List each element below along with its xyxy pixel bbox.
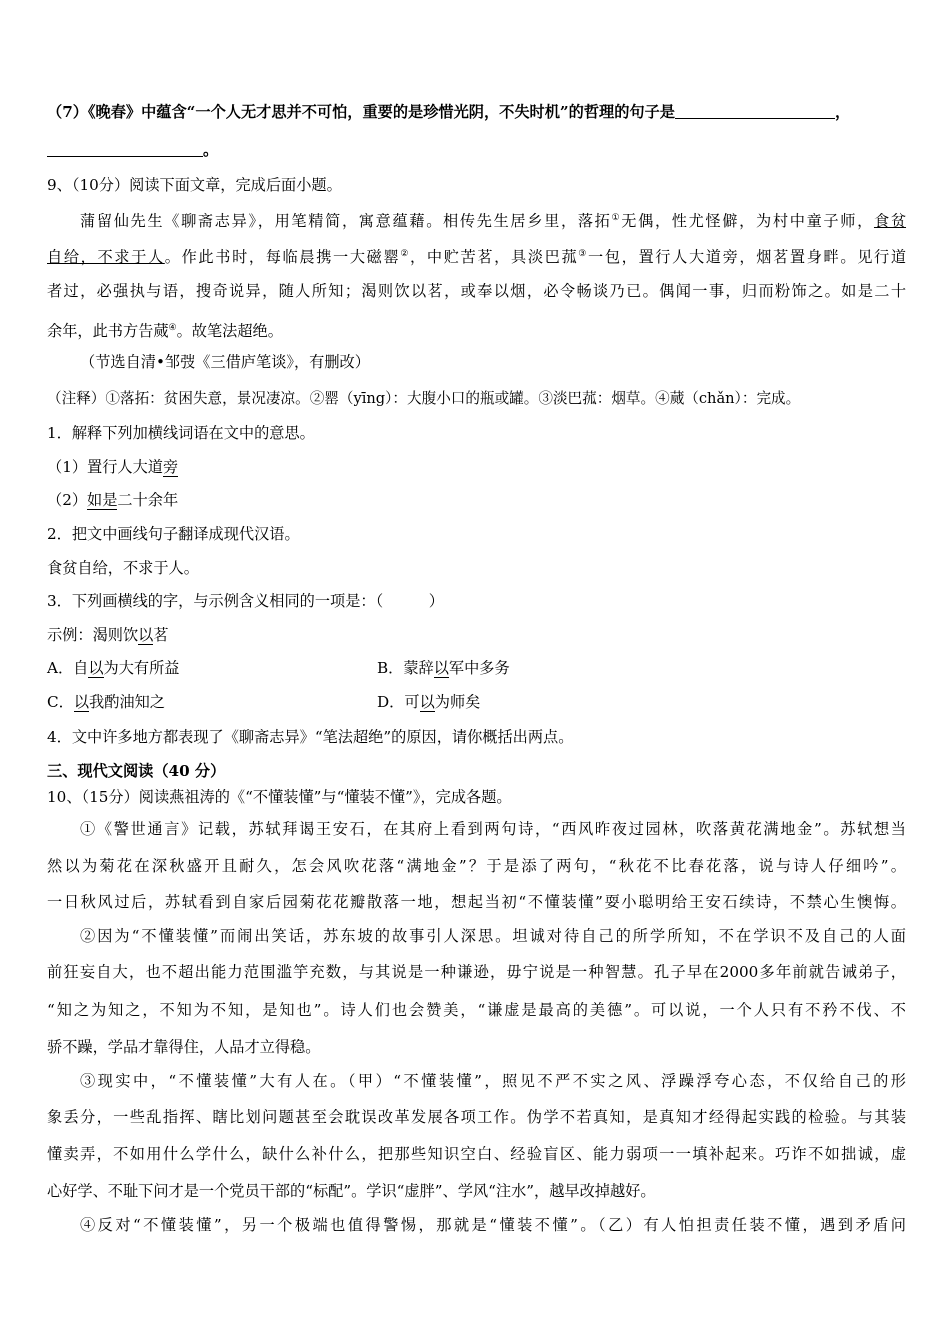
q7-text: （7）《晚春》中蕴含“一个人无才思并不可怕，重要的是珍惜光阴，不失时机”的哲理的句子是 [47, 103, 675, 121]
q7-question-line2 [47, 139, 906, 161]
q10-p2-line4: 骄不躁，学品才靠得住，人品才立得稳。 [47, 1038, 321, 1056]
option-b[interactable]: B．蒙辞以军中多务 [377, 659, 510, 677]
example-text: 茗 [153, 626, 169, 644]
q7-period: 。 [203, 141, 219, 159]
passage-text: 蒲留仙先生《聊斋志异》，用笔精简，寓意蕴藉。相传先生居乡里，落拓 [80, 212, 612, 230]
q9-sub1-item1 [47, 456, 906, 478]
q7-answer-blank-2[interactable] [47, 140, 203, 157]
option-a[interactable]: A．自以为大有所益 [47, 659, 180, 677]
q10-p1-line2: 然以为菊花在深秋盛开且耐久，怎会风吹花落“满地金”？于是添了两句，“秋花不比春花落，说与诗人仔细吟”。 [47, 857, 906, 875]
q9-sub3: 3．下列画横线的字，与示例含义相同的一项是：（ ） [47, 592, 444, 610]
underlined-sentence: 食贫 [873, 212, 907, 230]
item-text: 二十余年 [117, 491, 179, 509]
note-mark-4: ④ [168, 323, 177, 333]
passage-text: 。故笔法超绝。 [176, 322, 283, 340]
q9-sub2: 2．把文中画线句子翻译成现代汉语。 [47, 525, 300, 543]
underlined-word: 旁 [162, 458, 179, 476]
underlined-sentence: 自给，不求于人 [47, 248, 165, 266]
q7-question [47, 101, 906, 123]
passage-text: ，中贮苦茗，具淡巴菰 [410, 248, 579, 266]
q10-p2-line1: ②因为“不懂装懂”而闹出笑话，苏东坡的故事引人深思。坦诚对待自己的所学所知，不在学识不及自己的人面 [80, 927, 906, 945]
q7-answer-blank-1[interactable] [675, 102, 835, 119]
passage-text: 。作此书时，每临晨携一大磁罂 [164, 248, 401, 266]
q10-p2-line2: 前狂妄自大，也不超出能力范围滥竽充数，与其说是一种谦逊，毋宁说是一种智慧。孔子早在2000多年前就告诫弟子， [47, 963, 906, 981]
q9-passage-line1 [80, 207, 906, 232]
q9-passage-line4 [47, 317, 906, 342]
q9-sub3-example [47, 624, 906, 646]
q9-sub3-options-row1 [47, 657, 906, 679]
note-mark-1: ① [611, 213, 622, 223]
q9-header: 9、（10分）阅读下面文章，完成后面小题。 [47, 176, 342, 194]
q10-p1-line1: ①《警世通言》记载，苏轼拜谒王安石，在其府上看到两句诗，“西风昨夜过园林，吹落黄花满地金”。苏轼想当 [80, 820, 906, 838]
q9-passage-line2 [47, 243, 906, 268]
option-c[interactable]: C．以我酌油知之 [47, 693, 165, 711]
q10-p3-line4: 心好学、不耻下问才是一个党员干部的“标配”。学识“虚胖”、学风“注水”，越早改掉越好。 [47, 1182, 656, 1200]
q9-sub4: 4．文中许多地方都表现了《聊斋志异》“笔法超绝”的原因，请你概括出两点。 [47, 728, 574, 746]
note-mark-2: ② [400, 249, 411, 259]
option-d[interactable]: D．可以为师矣 [377, 693, 481, 711]
q9-notes: （注释）①落拓：贫困失意，景况凄凉。②罂（yīng）：大腹小口的瓶或罐。③淡巴菰：烟草。④蒇（chǎn）：完成。 [47, 390, 801, 407]
q10-header: 10、（15分）阅读燕祖涛的《“不懂装懂”与“懂装不懂”》，完成各题。 [47, 788, 512, 806]
q9-sub3-options-row2 [47, 691, 906, 713]
q10-p3-line3: 懂卖弄，不如用什么学什么，缺什么补什么，把那些知识空白、经验盲区、能力弱项一一填补起来。巧诈不如拙诚，虚 [47, 1145, 906, 1163]
q10-p3-line2: 象丢分，一些乱指挥、瞎比划问题甚至会耽误改革发展各项工作。伪学不若真知，是真知才经得起实践的检验。与其装 [47, 1108, 906, 1126]
section-3-heading: 三、现代文阅读（40 分） [47, 762, 226, 780]
q7-comma: ， [834, 103, 851, 121]
item-text: （2） [47, 491, 88, 509]
underlined-word: 以 [138, 626, 154, 644]
q9-source: （节选自清•邹弢《三借庐笔谈》，有删改） [80, 353, 370, 371]
q10-p3-line1: ③现实中，“不懂装懂”大有人在。（甲）“不懂装懂”，照见不严不实之风、浮躁浮夸心态，不仅给自己的形 [80, 1072, 906, 1090]
example-text: 示例：渴则饮 [47, 626, 139, 644]
note-mark-3: ③ [578, 249, 589, 259]
item-text: （1）置行人大道 [47, 458, 163, 476]
q9-sub1-item2 [47, 489, 906, 511]
q9-sub2-sentence: 食贫自给，不求于人。 [47, 559, 199, 577]
passage-text: 无偶，性尤怪僻，为村中童子师， [621, 212, 874, 230]
q9-sub1: 1．解释下列加横线词语在文中的意思。 [47, 424, 315, 442]
underlined-word: 如是 [87, 491, 118, 509]
q10-p1-line3: 一日秋风过后，苏轼看到自家后园菊花花瓣散落一地，想起当初“不懂装懂”耍小聪明给王安石续诗，不禁心生懊悔。 [47, 893, 906, 911]
passage-text: 一包，置行人大道旁，烟茗置身畔。见行道 [588, 248, 907, 266]
q9-passage-line3: 者过，必强执与语，搜奇说异，随人所知；渴则饮以茗，或奉以烟，必令畅谈乃已。偶闻一事，归而粉饰之。如是二十 [47, 282, 906, 300]
q10-p4-line1: ④反对“不懂装懂”，另一个极端也值得警惕，那就是“懂装不懂”。（乙）有人怕担责任装不懂，遇到矛盾问 [80, 1216, 906, 1234]
passage-text: 余年，此书方告蒇 [47, 322, 169, 340]
q10-p2-line3: “知之为知之，不知为不知，是知也”。诗人们也会赞美，“谦虚是最高的美德”。可以说，一个人只有不矜不伐、不 [47, 1001, 906, 1019]
